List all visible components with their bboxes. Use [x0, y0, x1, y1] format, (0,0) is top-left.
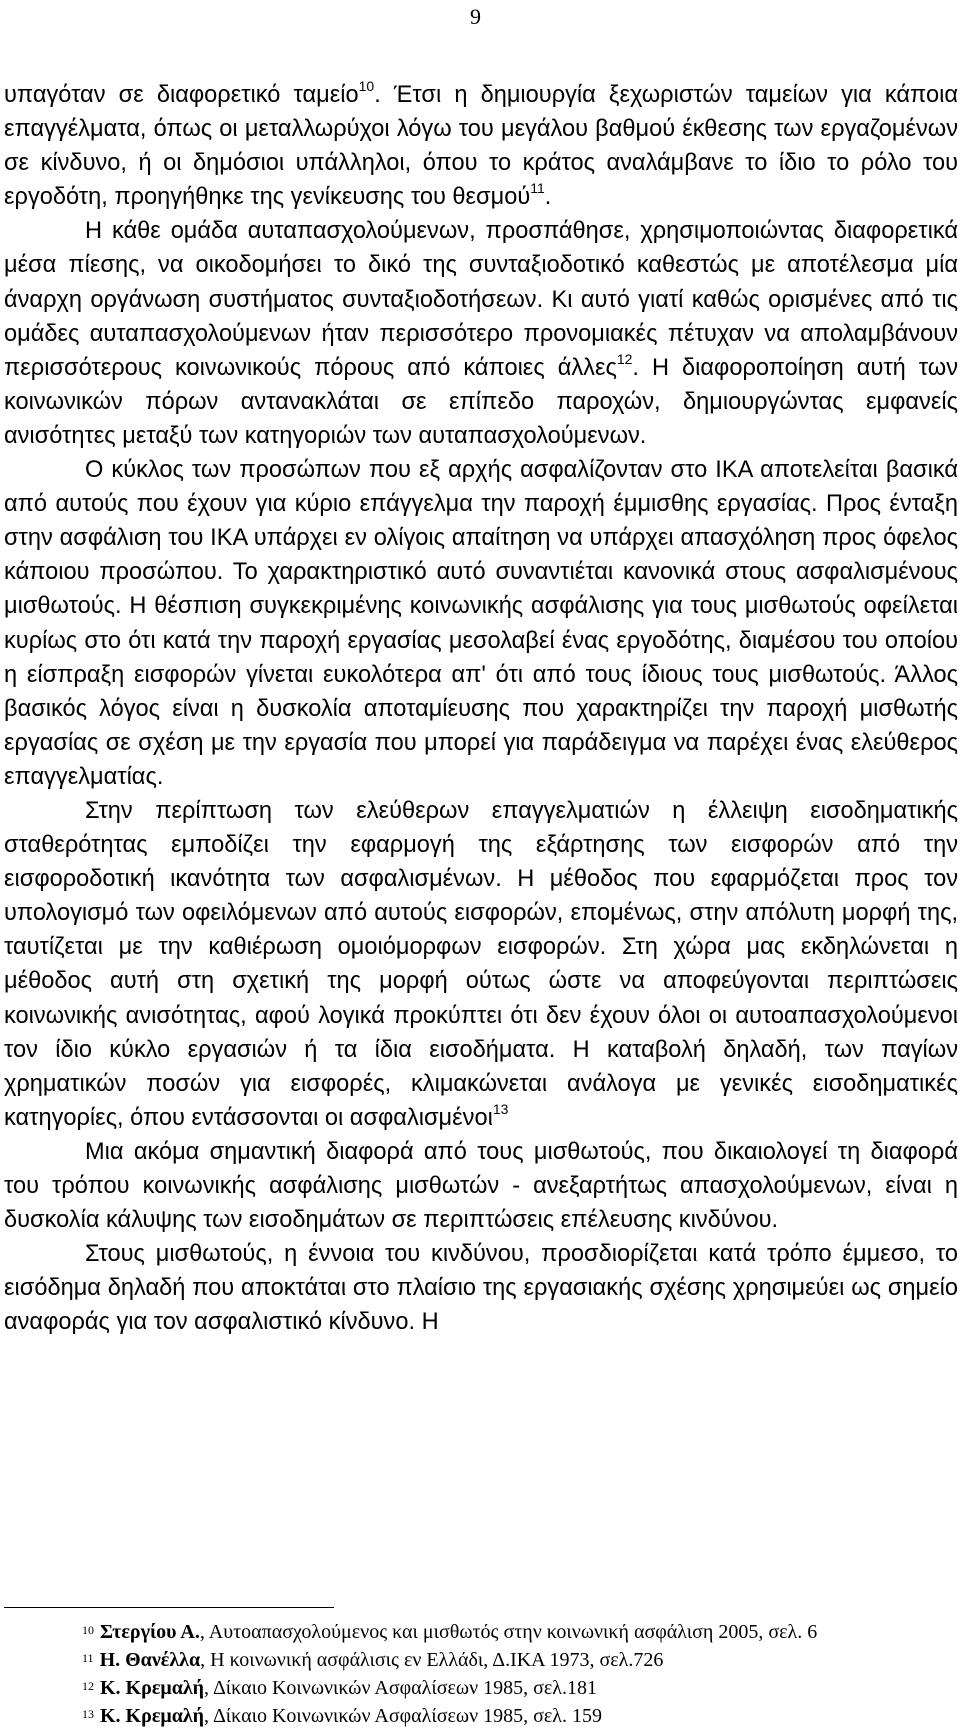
footnote-reference: 10	[358, 78, 375, 95]
footnote-citation: , Αυτοαπασχολούμενος και μισθωτός στην κοινωνική ασφάλιση 2005, σελ. 6	[199, 1621, 818, 1643]
footnote-number: 10	[82, 1623, 94, 1637]
footnote-author: Κ. Κρεμαλή	[100, 1677, 205, 1699]
footnote-number: 11	[82, 1651, 94, 1665]
footnote-separator	[4, 1607, 334, 1608]
paragraph	[4, 794, 958, 1135]
paragraph-text: Η κάθε ομάδα αυταπασχολούμενων, προσπάθησε, χρησιμοποιώντας διαφορετικά μέσα πίεσης, να οικοδομήσει το δικό της συνταξιοδοτικό καθεστώς με αποτέλεσμα μία άναρχη οργάνωση συστήματος συνταξιοδοτήσεων. Κι αυτό γιατί καθώς ορισμένες από τις ομάδες αυταπασχολούμενων ήταν περισσότερο προνομιακές πέτυχαν να απολαμβάνουν περισσότερους κοινωνικούς πόρους από κάποιες άλλες	[4, 218, 958, 381]
paragraph-text: Στους μισθωτούς, η έννοια του κινδύνου, προσδιορίζεται κατά τρόπο έμμεσο, το εισόδημα δηλαδή που αποκτάται στο πλαίσιο της εργασιακής σχέσης χρησιμεύει ως σημείο αναφοράς για τον ασφαλιστικό κίνδυνο. Η	[4, 1241, 958, 1336]
footnotes	[82, 1618, 952, 1730]
footnote-citation: , Δίκαιο Κοινωνικών Ασφαλίσεων 1985, σελ. 159	[204, 1705, 602, 1727]
footnote-reference: 12	[616, 350, 633, 367]
paragraph	[4, 453, 958, 794]
footnote-citation: , Δίκαιο Κοινωνικών Ασφαλίσεων 1985, σελ.181	[204, 1677, 597, 1699]
paragraph-text: Στην περίπτωση των ελεύθερων επαγγελματιών η έλλειψη εισοδηματικής σταθερότητας εμποδίζει την εφαρμογή της εξάρτησης των εισφορών από την εισφοροδοτική ικανότητα των ασφαλισμένων. Η μέθοδος που εφαρμόζεται προς τον υπολογισμό των οφειλόμενων από αυτούς εισφορών, επομένως, στην απόλυτη μορφή της, ταυτίζεται με την καθιέρωση ομοιόμορφων εισφορών. Στη χώρα μας εκδηλώνεται η μέθοδος αυτή στη σχετική της μορφή ούτως ώστε να αποφεύγονται περιπτώσεις κοινωνικής ανισότητας, αφού λογικά προκύπτει ότι δεν έχουν όλοι οι αυτοαπασχολούμενοι τον ίδιο κύκλο εργασιών ή τα ίδια εισοδήματα. Η καταβολή δηλαδή, των παγίων χρηματικών ποσών για εισφορές, κλιμακώνεται ανάλογα με γενικές εισοδηματικές κατηγορίες, όπου εντάσσονται οι ασφαλισμένοι	[4, 797, 958, 1131]
footnote	[82, 1674, 952, 1702]
footnote-reference: 11	[530, 180, 545, 197]
footnote-author: Η. Θανέλλα	[99, 1649, 201, 1671]
paragraph-text: .	[544, 184, 552, 211]
paragraph	[4, 78, 958, 214]
page-number: 9	[470, 4, 481, 29]
footnote-citation: , Η κοινωνική ασφάλισις εν Ελλάδι, Δ.ΙΚΑ 1973, σελ.726	[200, 1649, 664, 1671]
footnote	[82, 1646, 952, 1674]
footnote-author: Στεργίου Α.	[100, 1621, 200, 1643]
paragraph	[4, 1237, 958, 1339]
paragraph	[4, 214, 958, 453]
paragraph-text: . Η διαφοροποίηση αυτή των κοινωνικών πόρων αντανακλάται σε επίπεδο παροχών, δημιουργώντας εμφανείς ανισότητες μεταξύ των κατηγοριών των αυταπασχολούμενων.	[4, 354, 959, 449]
footnote	[82, 1702, 952, 1730]
footnote-reference: 13	[492, 1100, 509, 1117]
footnote-author: Κ. Κρεμαλή	[100, 1705, 205, 1727]
paragraph	[4, 1135, 958, 1237]
paragraph-text: Μια ακόμα σημαντική διαφορά από τους μισθωτούς, που δικαιολογεί τη διαφορά του τρόπου κοινωνικής ασφάλισης μισθωτών - ανεξαρτήτως απασχολούμενων, είναι η δυσκολία κάλυψης των εισοδημάτων σε περιπτώσεις επέλευσης κινδύνου.	[4, 1138, 958, 1234]
footnote-number: 12	[82, 1679, 94, 1693]
paragraph-text: υπαγόταν σε διαφορετικό ταμείο	[4, 82, 359, 108]
body-text	[4, 78, 958, 1339]
footnote-number: 13	[82, 1707, 94, 1721]
paragraph-text: Ο κύκλος των προσώπων που εξ αρχής ασφαλίζονταν στο ΙΚΑ αποτελείται βασικά από αυτούς που έχουν για κύριο επάγγελμα την παροχή έμμισθης εργασίας. Προς ένταξη στην ασφάλιση του ΙΚΑ υπάρχει εν ολίγοις απαίτηση να υπάρχει απασχόληση προς όφελος κάποιου προσώπου. Το χαρακτηριστικό αυτό συναντιέται κανονικά στους ασφαλισμένους μισθωτούς. Η θέσπιση συγκεκριμένης κοινωνικής ασφάλισης για τους μισθωτούς οφείλεται κυρίως στο ότι κατά την παροχή εργασίας μεσολαβεί ένας εργοδότης, διαμέσου του οποίου η είσπραξη εισφορών γίνεται ευκολότερα απ' ότι από τους ίδιους τους μισθωτούς. Άλλος βασικός λόγος είναι η δυσκολία αποταμίευσης που χαρακτηρίζει την παροχή μισθωτής εργασίας σε σχέση με την εργασία που μπορεί για παράδειγμα να παρέχει ένας ελεύθερος επαγγελματίας.	[4, 457, 958, 790]
footnote	[82, 1618, 952, 1646]
paragraph-text: . Έτσι η δημιουργία ξεχωριστών ταμείων για κάποια επαγγέλματα, όπως οι μεταλλωρύχοι λόγω του μεγάλου βαθμού έκθεσης των εργαζομένων σε κίνδυνο, ή οι δημόσιοι υπάλληλοι, όπου το κράτος αναλάμβανε το ίδιο το ρόλο του εργοδότη, προηγήθηκε της γενίκευσης του θεσμού	[4, 82, 958, 211]
